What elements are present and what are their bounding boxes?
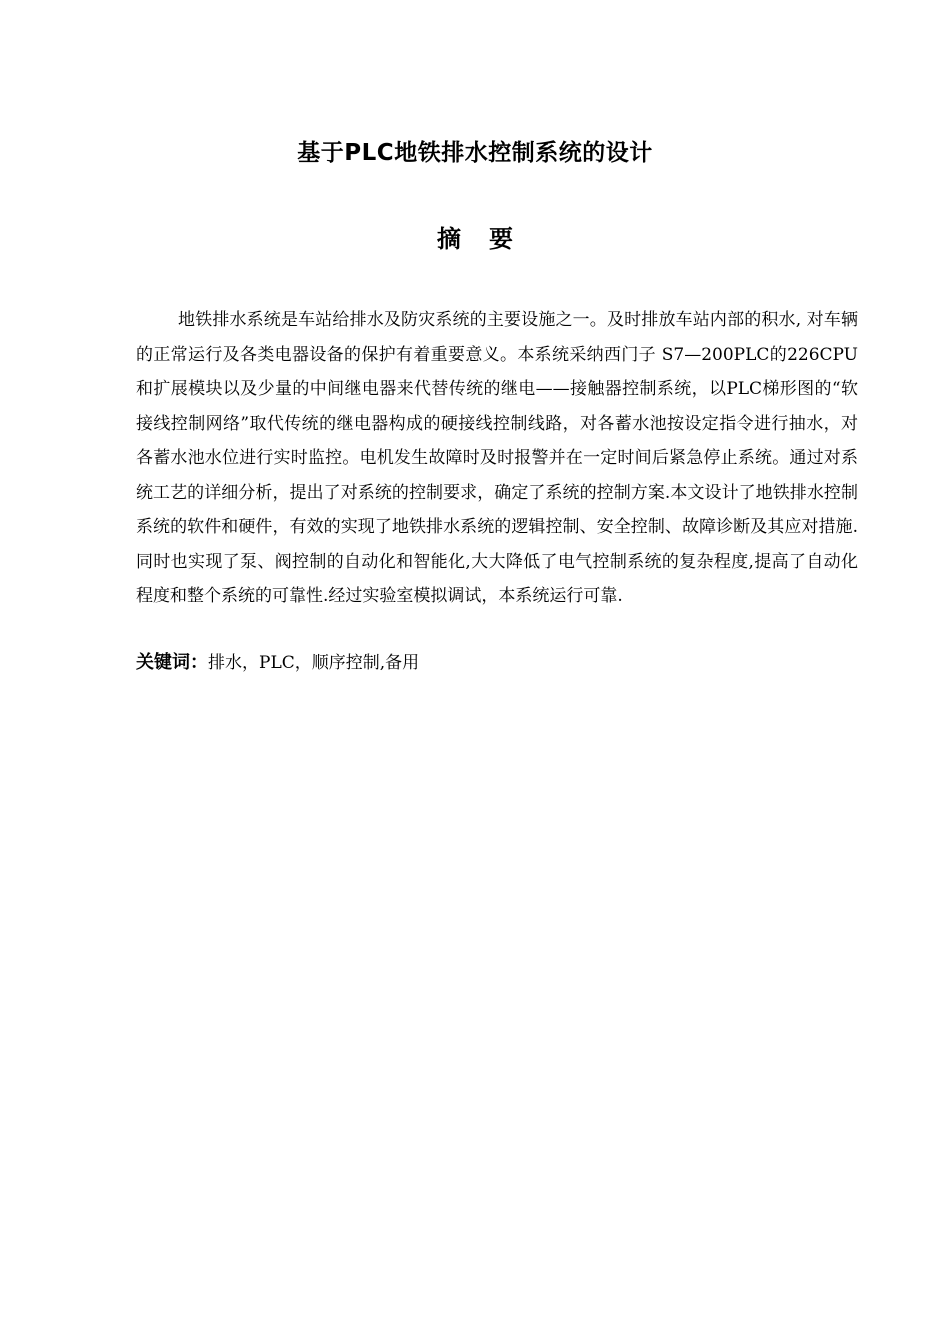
abstract-paragraph: 地铁排水系统是车站给排水及防灾系统的主要设施之一。及时排放车站内部的积水, 对车辆的正常运行及各类电器设备的保护有着重要意义。本系统采纳西门子 S7—200PLC的226CPU和扩展模块以及少量的中间继电器来代替传统的继电——接触器控制系统，以PLC梯形图的“软接线控制网络”取代传统的继电器构成的硬接线控制线路，对各蓄水池按设定指令进行抽水，对各蓄水池水位进行实时监控。电机发生故障时及时报警并在一定时间后紧急停止系统。通过对系统工艺的详细分析，提出了对系统的控制要求，确定了系统的控制方案.本文设计了地铁排水控制系统的软件和硬件，有效的实现了地铁排水系统的逻辑控制、安全控制、故障诊断及其应对措施.同时也实现了泵、阀控制的自动化和智能化,大大降低了电气控制系统的复杂程度,提高了自动化程度和整个系统的可靠性.经过实验室模拟调试，本系统运行可靠. [136,310,858,606]
document-title: 基于PLC地铁排水控制系统的设计 [297,140,653,166]
keywords-line [136,646,858,680]
keywords-label: 关键词： [136,652,208,673]
keywords-value: 排水，PLC，顺序控制,备用 [208,653,420,673]
abstract-heading: 摘要 [437,225,541,253]
